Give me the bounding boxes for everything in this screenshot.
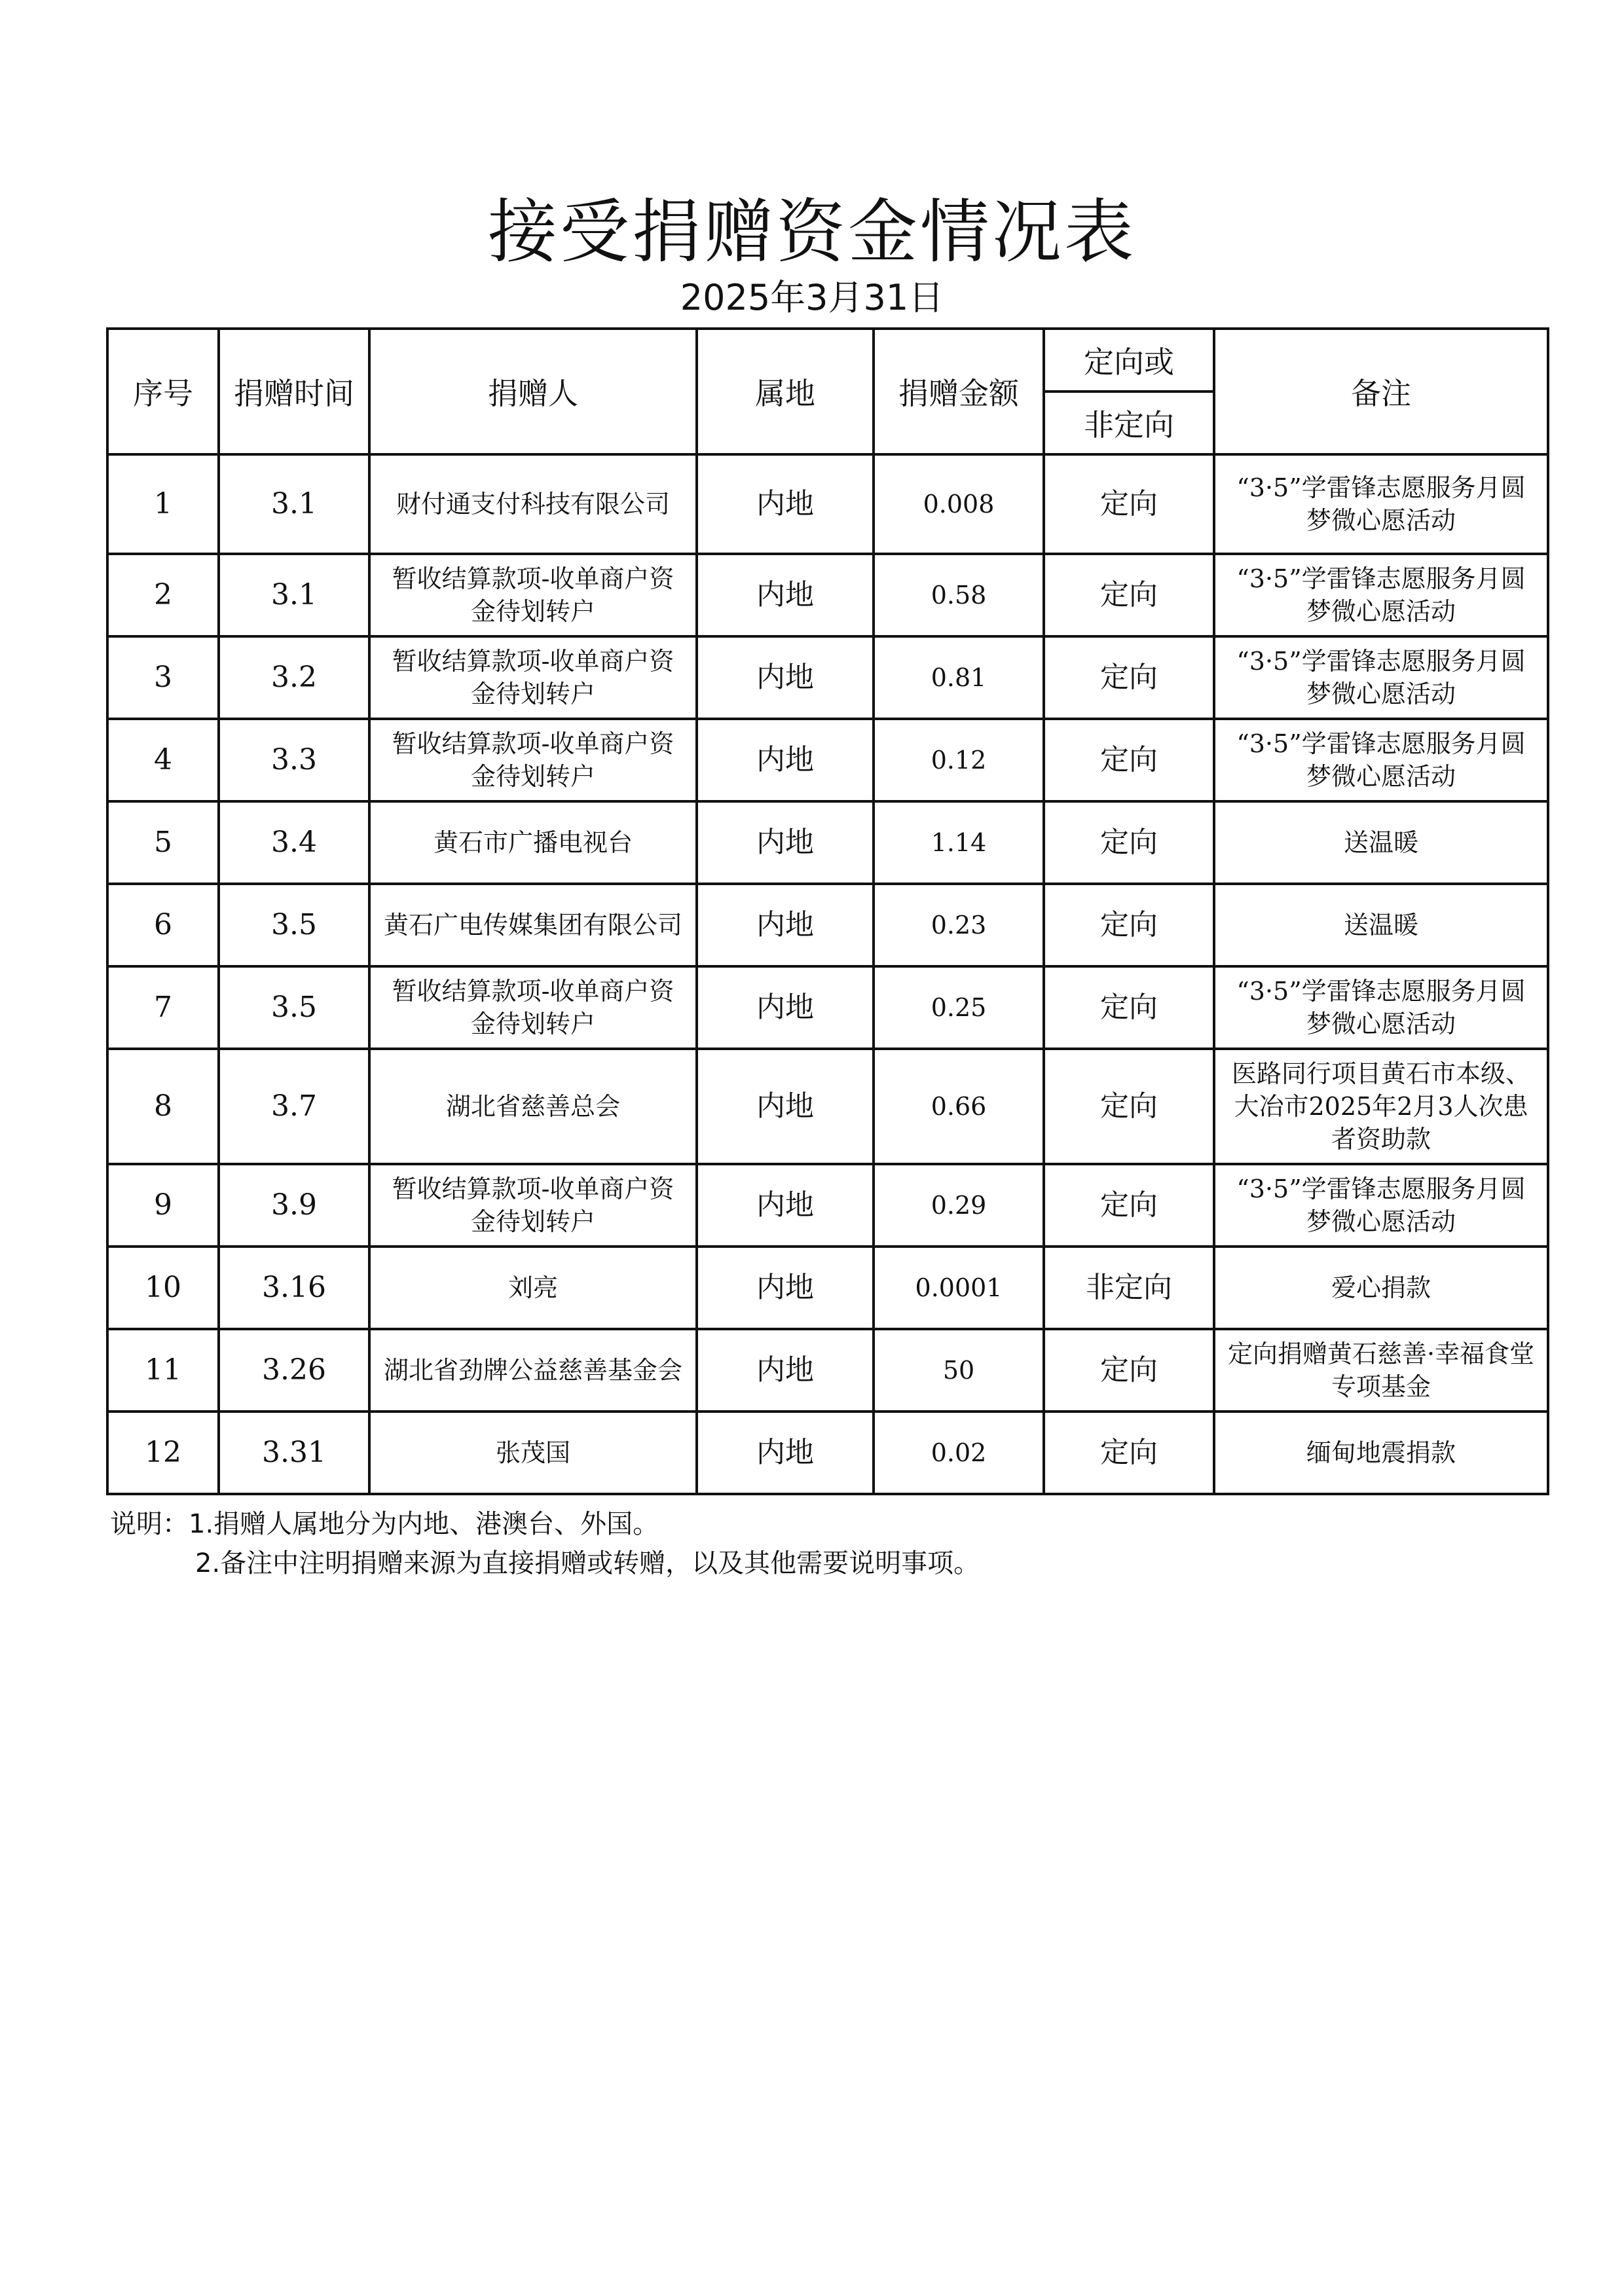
header-amount: 捐赠金额 (874, 329, 1044, 454)
cell-direction: 定向 (1044, 454, 1214, 554)
cell-origin: 内地 (697, 966, 874, 1049)
notes (110, 1504, 980, 1583)
cell-direction: 定向 (1044, 1412, 1214, 1494)
header-origin: 属地 (697, 329, 874, 454)
cell-direction: 定向 (1044, 1049, 1214, 1164)
cell-remark: 缅甸地震捐款 (1214, 1412, 1548, 1494)
table-row (107, 554, 1548, 636)
cell-amount: 0.29 (874, 1164, 1044, 1247)
header-donor: 捐赠人 (369, 329, 697, 454)
cell-direction: 定向 (1044, 884, 1214, 966)
note-line-2: 2.备注中注明捐赠来源为直接捐赠或转赠，以及其他需要说明事项。 (195, 1548, 980, 1578)
cell-amount: 0.66 (874, 1049, 1044, 1164)
cell-donor: 湖北省慈善总会 (369, 1049, 697, 1164)
cell-donor: 刘亮 (369, 1247, 697, 1329)
cell-donor: 暂收结算款项-收单商户资金待划转户 (369, 554, 697, 636)
cell-remark: “3·5”学雷锋志愿服务月圆梦微心愿活动 (1214, 554, 1548, 636)
cell-remark: 送温暖 (1214, 884, 1548, 966)
cell-amount: 1.14 (874, 801, 1044, 884)
cell-amount: 50 (874, 1329, 1044, 1412)
cell-donor: 暂收结算款项-收单商户资金待划转户 (369, 636, 697, 719)
header-direction-bottom: 非定向 (1044, 392, 1214, 454)
cell-origin: 内地 (697, 801, 874, 884)
cell-direction: 定向 (1044, 1329, 1214, 1412)
cell-seq: 11 (107, 1329, 219, 1412)
cell-direction: 定向 (1044, 801, 1214, 884)
cell-direction: 定向 (1044, 1164, 1214, 1247)
cell-time: 3.4 (219, 801, 369, 884)
cell-time: 3.1 (219, 454, 369, 554)
header-direction-top: 定向或 (1044, 329, 1214, 392)
cell-time: 3.7 (219, 1049, 369, 1164)
cell-direction: 定向 (1044, 554, 1214, 636)
cell-origin: 内地 (697, 636, 874, 719)
cell-amount: 0.81 (874, 636, 1044, 719)
table-row (107, 1247, 1548, 1329)
cell-time: 3.26 (219, 1329, 369, 1412)
header-time: 捐赠时间 (219, 329, 369, 454)
cell-seq: 6 (107, 884, 219, 966)
cell-amount: 0.25 (874, 966, 1044, 1049)
cell-donor: 财付通支付科技有限公司 (369, 454, 697, 554)
page-title: 接受捐赠资金情况表 (488, 192, 1136, 272)
cell-seq: 10 (107, 1247, 219, 1329)
cell-seq: 12 (107, 1412, 219, 1494)
cell-time: 3.5 (219, 966, 369, 1049)
cell-seq: 5 (107, 801, 219, 884)
cell-time: 3.1 (219, 554, 369, 636)
cell-donor: 暂收结算款项-收单商户资金待划转户 (369, 966, 697, 1049)
cell-remark: 送温暖 (1214, 801, 1548, 884)
cell-origin: 内地 (697, 554, 874, 636)
table-row (107, 1049, 1548, 1164)
cell-origin: 内地 (697, 884, 874, 966)
cell-direction: 非定向 (1044, 1247, 1214, 1329)
cell-origin: 内地 (697, 1164, 874, 1247)
cell-time: 3.5 (219, 884, 369, 966)
cell-origin: 内地 (697, 1329, 874, 1412)
table-row (107, 1164, 1548, 1247)
cell-time: 3.3 (219, 719, 369, 801)
note-line-1: 说明：1.捐赠人属地分为内地、港澳台、外国。 (110, 1509, 659, 1539)
cell-time: 3.31 (219, 1412, 369, 1494)
table-row (107, 801, 1548, 884)
cell-donor: 暂收结算款项-收单商户资金待划转户 (369, 719, 697, 801)
cell-amount: 0.0001 (874, 1247, 1044, 1329)
cell-origin: 内地 (697, 719, 874, 801)
cell-donor: 暂收结算款项-收单商户资金待划转户 (369, 1164, 697, 1247)
cell-remark: 医路同行项目黄石市本级、大冶市2025年2月3人次患者资助款 (1214, 1049, 1548, 1164)
cell-seq: 3 (107, 636, 219, 719)
cell-direction: 定向 (1044, 636, 1214, 719)
cell-direction: 定向 (1044, 966, 1214, 1049)
table-row (107, 719, 1548, 801)
cell-time: 3.9 (219, 1164, 369, 1247)
cell-amount: 0.008 (874, 454, 1044, 554)
cell-seq: 9 (107, 1164, 219, 1247)
cell-donor: 湖北省劲牌公益慈善基金会 (369, 1329, 697, 1412)
cell-origin: 内地 (697, 1247, 874, 1329)
cell-seq: 7 (107, 966, 219, 1049)
cell-remark: “3·5”学雷锋志愿服务月圆梦微心愿活动 (1214, 636, 1548, 719)
donation-table (106, 327, 1549, 1495)
table-row (107, 454, 1548, 554)
cell-time: 3.16 (219, 1247, 369, 1329)
cell-donor: 黄石市广播电视台 (369, 801, 697, 884)
cell-seq: 1 (107, 454, 219, 554)
header-remark: 备注 (1214, 329, 1548, 454)
cell-amount: 0.02 (874, 1412, 1044, 1494)
cell-donor: 黄石广电传媒集团有限公司 (369, 884, 697, 966)
cell-remark: 爱心捐款 (1214, 1247, 1548, 1329)
table-row (107, 1412, 1548, 1494)
cell-origin: 内地 (697, 454, 874, 554)
cell-remark: “3·5”学雷锋志愿服务月圆梦微心愿活动 (1214, 454, 1548, 554)
cell-remark: 定向捐赠黄石慈善·幸福食堂专项基金 (1214, 1329, 1548, 1412)
cell-remark: “3·5”学雷锋志愿服务月圆梦微心愿活动 (1214, 1164, 1548, 1247)
cell-seq: 8 (107, 1049, 219, 1164)
cell-donor: 张茂国 (369, 1412, 697, 1494)
cell-direction: 定向 (1044, 719, 1214, 801)
cell-seq: 2 (107, 554, 219, 636)
report-date: 2025年3月31日 (680, 277, 944, 318)
cell-amount: 0.23 (874, 884, 1044, 966)
table-row (107, 966, 1548, 1049)
cell-remark: “3·5”学雷锋志愿服务月圆梦微心愿活动 (1214, 719, 1548, 801)
cell-seq: 4 (107, 719, 219, 801)
cell-origin: 内地 (697, 1412, 874, 1494)
cell-origin: 内地 (697, 1049, 874, 1164)
table-row (107, 636, 1548, 719)
cell-time: 3.2 (219, 636, 369, 719)
cell-amount: 0.12 (874, 719, 1044, 801)
cell-amount: 0.58 (874, 554, 1044, 636)
table-row (107, 884, 1548, 966)
table-row (107, 1329, 1548, 1412)
cell-remark: “3·5”学雷锋志愿服务月圆梦微心愿活动 (1214, 966, 1548, 1049)
header-seq: 序号 (107, 329, 219, 454)
